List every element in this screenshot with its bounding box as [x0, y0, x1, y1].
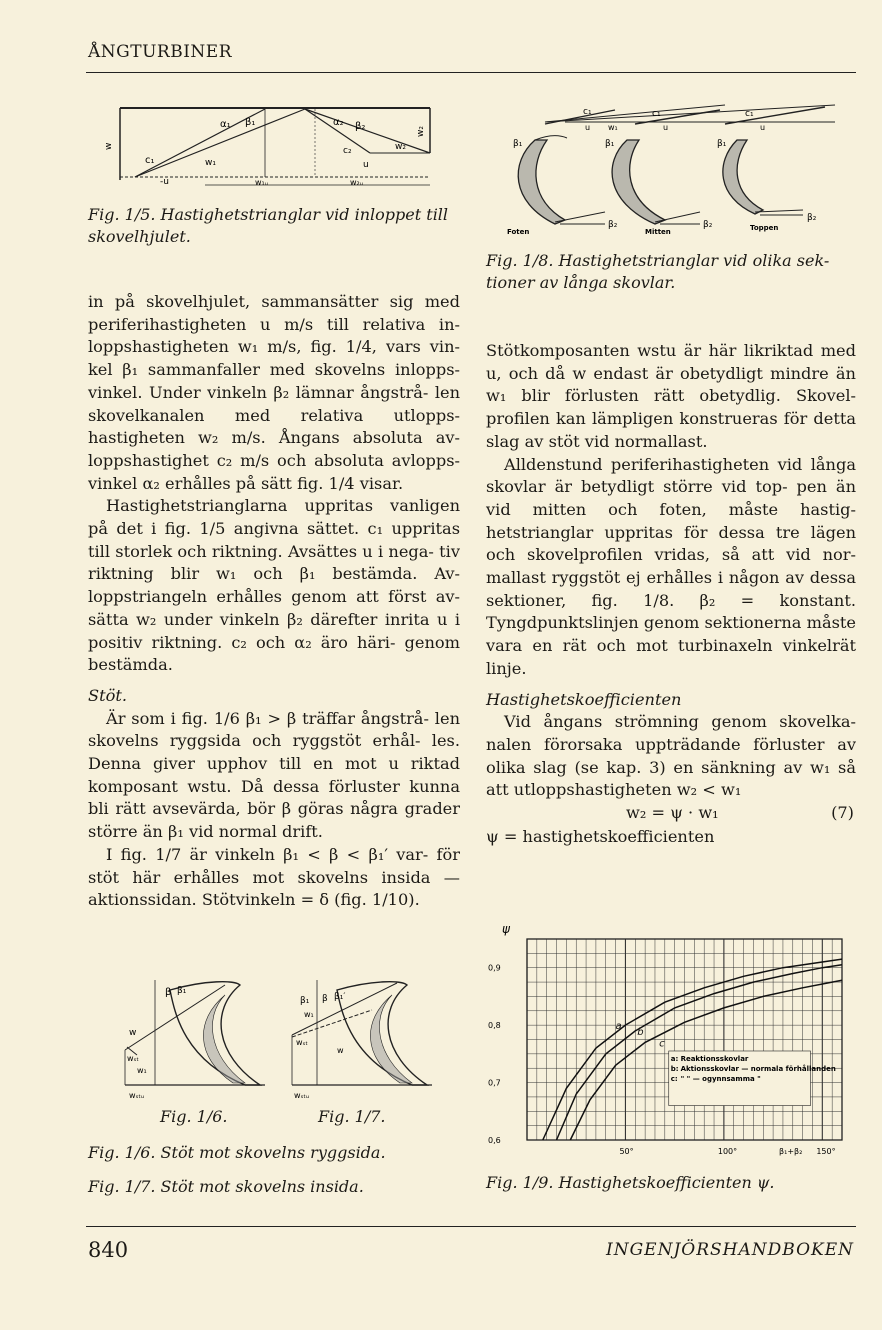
- equation: w₂ = ψ · w₁: [626, 803, 719, 823]
- y-axis-label: ψ: [502, 922, 510, 936]
- fig18-toppen: Toppen: [750, 224, 779, 232]
- fig17-beta1p: β₁′: [334, 992, 346, 1002]
- right-paragraph-1: Stötkomposanten wstu är här likriktad med u, och då w endast är obetydligt mindre än w₁ blir förlusten rätt obetydlig. Skovel- profilen kan lämpligen konstrueras för detta slag av stöt vid normallast.: [486, 341, 856, 451]
- fig16-beta: β: [165, 987, 172, 998]
- y-tick-label: 0,7: [488, 1078, 501, 1088]
- legend-key: a:: [670, 1054, 679, 1063]
- fig15-u-left: -u: [160, 177, 169, 187]
- fig16-w1: w₁: [137, 1066, 147, 1075]
- book-title: INGENJÖRSHANDBOKEN: [606, 1240, 854, 1260]
- fig18-caption: Fig. 1/8. Hastighetstrianglar vid olika sek- tioner av långa skovlar.: [486, 251, 830, 292]
- fig15-c1: c₁: [145, 155, 155, 166]
- fig18-beta2-b: β₂: [703, 220, 713, 230]
- legend-text: Aktionsskovlar — normala förhållanden: [680, 1064, 836, 1073]
- fig18-u-a: u: [585, 123, 591, 132]
- left-paragraph-4: I fig. 1/7 är vinkeln β₁ < β < β₁′ var- för stöt här erhålles mot skovelns insida — aktionssidan. Stötvinkeln = δ (fig. 1/10).: [88, 844, 460, 910]
- fig17-label: Fig. 1/7.: [318, 1107, 386, 1126]
- fig16-beta1: β₁: [177, 986, 187, 996]
- fig17-wst: wₛₜ: [296, 1038, 308, 1047]
- fig17-diagram: [282, 975, 442, 1100]
- fig16-wst: wₛₜ: [127, 1054, 139, 1063]
- fig15-w2: w₂: [395, 142, 406, 152]
- fig18-foten: Foten: [507, 228, 530, 236]
- fig17-beta1: β₁: [300, 996, 310, 1006]
- legend-text: Reaktionsskovlar: [680, 1054, 749, 1063]
- series-line-a: [543, 959, 842, 1140]
- fig18-beta2-c: β₂: [807, 213, 817, 223]
- fig17-w: w: [337, 1046, 344, 1055]
- fig15-alpha2: α₂: [333, 117, 344, 128]
- x-axis-label: β₁+β₂: [779, 1147, 803, 1156]
- fig16-diagram: [115, 975, 275, 1100]
- series-label-c: c: [659, 1038, 665, 1050]
- fig15-w1u: w₁ᵤ: [255, 178, 268, 187]
- left-paragraph-3: Är som i fig. 1/6 β₁ > β träffar ångstrå- len skovelns ryggsida och ryggstöt erhål- les. Denna giver upphov till en mot u riktad komposant wstu. Då dessa förluster kunna bli rätt avsevärda, bör β göras några grader större än β₁ vid normal drift.: [88, 708, 460, 842]
- legend-key: c:: [670, 1074, 678, 1083]
- fig18-diagram: [505, 102, 835, 237]
- fig18-c1-c: c₁: [745, 109, 754, 119]
- fig15-c2: c₂: [343, 146, 352, 156]
- page-number: 840: [88, 1238, 129, 1262]
- footer-rule: [86, 1226, 856, 1227]
- series-label-a: a: [615, 1021, 622, 1033]
- fig15-alpha1: α₁: [220, 119, 231, 130]
- fig16-w: w: [129, 1028, 137, 1038]
- fig17-w1: w₁: [304, 1010, 314, 1019]
- fig15-beta2: β₂: [355, 121, 366, 132]
- blade-foten: [507, 136, 618, 236]
- fig18-w1-a: w₁: [608, 123, 618, 132]
- blade-mitten: [605, 139, 713, 236]
- y-tick-label: 0,6: [488, 1136, 501, 1145]
- fig15-w2u: w₂ᵤ: [350, 178, 363, 187]
- fig18-u-c: u: [760, 123, 766, 132]
- fig15-w-label: w: [104, 142, 114, 150]
- fig18-mitten: Mitten: [645, 228, 671, 236]
- legend-key: b:: [670, 1064, 679, 1073]
- section-heading-stot: Stöt.: [88, 685, 127, 705]
- right-paragraph-2: Alldenstund periferihastigheten vid långa skovlar är betydligt större vid top- pen än vid mitten och foten, måste hastig- hetstrianglar uppritas för dessa tre lägen och skovelprofilen vridas, så att vid nor- mallast ryggstöt ej erhålles i någon av dessa sektioner, fig. 1/8. β₂ = konstant. Tyngdpunktslinjen genom sektionerna måste vara en rät och mot turbinaxeln vinkelrät linje.: [486, 454, 856, 678]
- y-tick-label: 0,9: [488, 963, 501, 973]
- blade-toppen: [717, 139, 817, 232]
- fig15-caption: Fig. 1/5. Hastighetstrianglar vid inloppet till skovelhjulet.: [88, 205, 449, 246]
- fig16-wstu: wₛₜᵤ: [129, 1091, 145, 1100]
- series-label-b: b: [637, 1026, 644, 1038]
- fig15-w1: w₁: [205, 158, 216, 168]
- equation-number: (7): [831, 803, 854, 823]
- fig17-caption: Fig. 1/7. Stöt mot skovelns insida.: [88, 1177, 364, 1196]
- y-tick-label: 0,8: [488, 1021, 501, 1031]
- left-paragraph-1: in på skovelhjulet, sammansätter sig med periferihastigheten u m/s till relativa in- loppshastigheten w₁ m/s, fig. 1/4, vars vin- kel β₁ sammanfaller med skovelns inlopps- vinkel. Under vinkeln β₂ lämnar ångstrå- len skovelkanalen med relativa utlopps- hastigheten w₂ m/s. Ångans absoluta av- loppshastighet c₂ m/s och absoluta avlopps- vinkel α₂ erhålles på sätt fig. 1/4 visar.: [88, 292, 460, 493]
- fig15-u-right: u: [363, 160, 369, 170]
- fig18-u-b: u: [663, 123, 669, 132]
- equation-row: [486, 802, 856, 826]
- fig18-beta2-a: β₂: [608, 220, 618, 230]
- right-paragraph-3: Vid ångans strömning genom skovelka- nalen förorsaka uppträdande förluster av olika slag (se kap. 3) en sänkning av w₁ så att utloppshastigheten w₂ < w₁: [486, 712, 856, 800]
- fig17-beta: β: [322, 994, 328, 1004]
- section-heading-coefficient: Hastighetskoefficienten: [486, 689, 682, 709]
- fig15-diagram: [105, 105, 435, 190]
- left-paragraph-2: Hastighetstrianglarna uppritas vanligen på det i fig. 1/5 angivna sättet. c₁ uppritas till storlek och riktning. Avsättes u i nega- tiv riktning blir w₁ och β₁ bestämda. Av- loppstriangeln erhålles genom att först av- sätta w₂ under vinkeln β₂ därefter inrita u i positiv riktning. c₂ och α₂ äro häri- genom bestämda.: [88, 496, 460, 675]
- running-head: ÅNGTURBINER: [88, 42, 232, 62]
- header-rule: [86, 72, 856, 73]
- fig17-wstu: wₛₜᵤ: [294, 1091, 310, 1100]
- fig18-c1-b: c₁: [652, 109, 661, 119]
- x-tick-label: 150°: [816, 1147, 836, 1156]
- legend-text: " " — ogynnsamma ": [680, 1074, 761, 1083]
- x-tick-label: 50°: [619, 1147, 634, 1156]
- fig15-w-right: w₂: [416, 126, 426, 137]
- fig16-caption: Fig. 1/6. Stöt mot skovelns ryggsida.: [88, 1143, 386, 1162]
- fig18-c1-a: c₁: [583, 107, 592, 117]
- fig16-label: Fig. 1/6.: [160, 1107, 228, 1126]
- fig18-beta1-b: β₁: [605, 139, 615, 149]
- x-tick-label: 100°: [717, 1147, 738, 1156]
- psi-definition: ψ = hastighetskoefficienten: [486, 827, 715, 847]
- fig18-beta1-c: β₁: [717, 139, 727, 149]
- fig18-beta1-a: β₁: [513, 139, 523, 149]
- fig19-caption: Fig. 1/9. Hastighetskoefficienten ψ.: [486, 1173, 775, 1192]
- fig15-beta1: β₁: [245, 117, 256, 128]
- fig19-chart: [482, 922, 862, 1160]
